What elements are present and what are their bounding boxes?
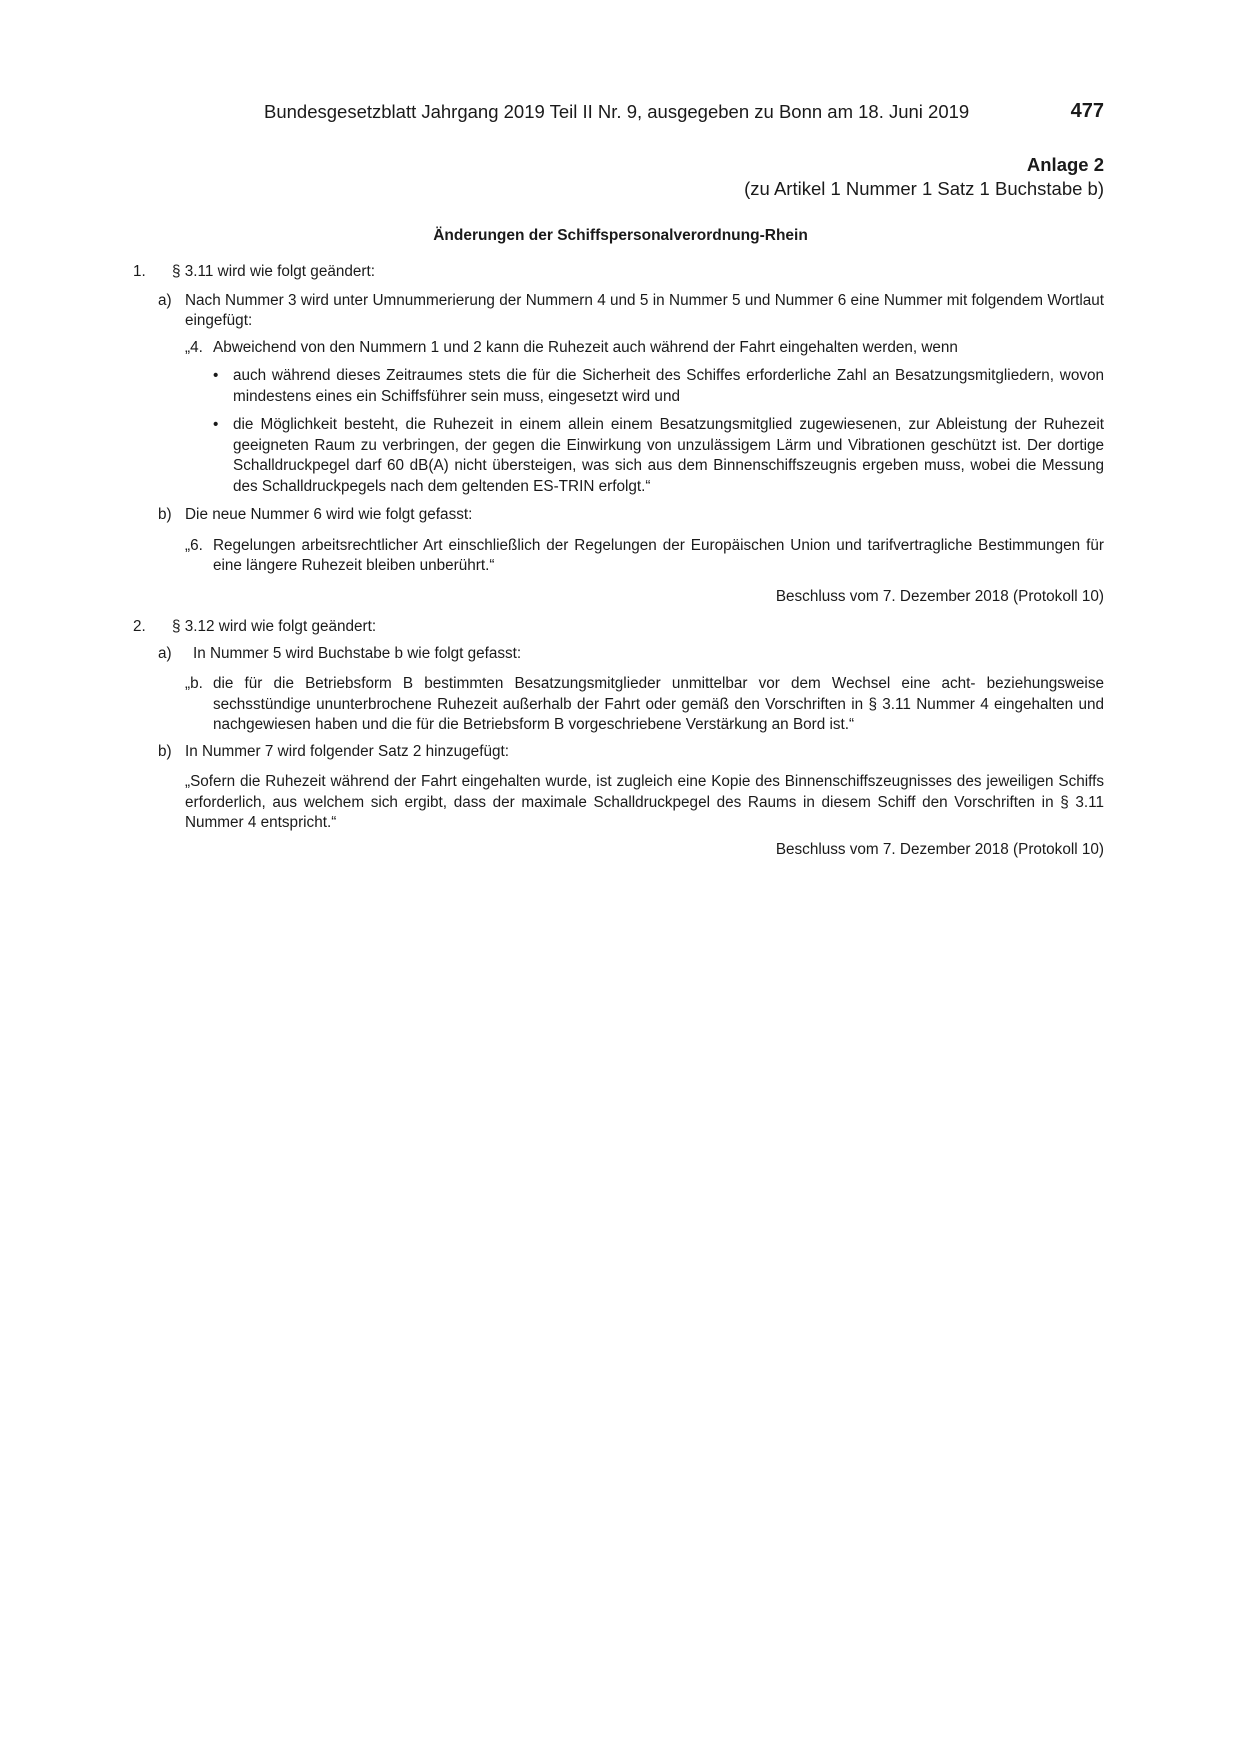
bullet-item — [133, 366, 1104, 407]
subitem-2b — [133, 742, 1104, 763]
page-header — [264, 99, 1104, 125]
quote-label: „4. — [185, 338, 203, 356]
page-number: 477 — [1070, 100, 1104, 122]
subitem-text: Nach Nummer 3 wird unter Umnummerierung der Nummern 4 und 5 in Nummer 5 und Nummer 6 eine Nummer mit folgendem Wortlaut eingefügt: — [185, 291, 1104, 329]
subitem-1b — [133, 505, 1104, 526]
quoted-sentence — [133, 772, 1104, 834]
item-text: § 3.12 wird wie folgt geändert: — [172, 618, 377, 635]
annex-title: Anlage 2 — [1026, 154, 1104, 175]
subitem-label: b) — [158, 742, 172, 760]
subitem-2a — [133, 644, 1104, 665]
item-text: § 3.11 wird wie folgt geändert: — [172, 263, 375, 280]
subitem-label: b) — [158, 506, 172, 523]
quoted-paragraph-6 — [133, 536, 1104, 577]
quote-text: Regelungen arbeitsrechtlicher Art einschließlich der Regelungen der Europäischen Union und tarifvertragliche Bestimmungen für eine längere Ruhezeit bleiben unberührt.“ — [213, 536, 1104, 574]
subitem-label: a) — [158, 291, 172, 309]
quote-label: „b. — [185, 675, 203, 692]
bullet-item — [133, 415, 1104, 497]
bullet-icon: • — [213, 367, 219, 384]
subitem-text: In Nummer 7 wird folgender Satz 2 hinzugefügt: — [185, 742, 509, 760]
quote-text: „Sofern die Ruhezeit während der Fahrt eingehalten wurde, ist zugleich eine Kopie des Binnenschiffszeugnisses des jeweiligen Schiffs erforderlich, aus welchem sich ergibt, dass der maximale Schalldruckpegel des Raums in diesem Schiff den Vorschriften in § 3.11 Nummer 4 entspricht.“ — [185, 773, 1104, 831]
bullet-text: die Möglichkeit besteht, die Ruhezeit in einem allein einem Besatzungsmitglied zugewiesenen, zur Ableistung der Ruhezeit geeigneten Raum zu verbringen, der gegen die Einwirkung von unzulässigem Lärm und Vibrationen geschützt ist. Der dortige Schalldruckpegel darf 60 dB(A) nicht übersteigen, was sich aus dem Binnenschiffszeugnis ergeben muss, wobei die Messung des Schalldruckpegels nach dem geltenden ES-TRIN erfolgt.“ — [233, 416, 1104, 495]
subitem-label: a) — [158, 644, 172, 662]
item-number: 1. — [133, 263, 146, 280]
subitem-text: Die neue Nummer 6 wird wie folgt gefasst: — [185, 506, 473, 523]
quoted-paragraph-4 — [133, 338, 1104, 359]
subitem-1a — [133, 291, 1104, 332]
document-body — [133, 262, 1104, 860]
item-1 — [133, 262, 1104, 283]
annex-block — [744, 153, 1104, 201]
resolution-signature: Beschluss vom 7. Dezember 2018 (Protokoll 10) — [775, 587, 1104, 605]
quoted-paragraph-b — [133, 674, 1104, 736]
gazette-title: Bundesgesetzblatt Jahrgang 2019 Teil II Nr. 9, ausgegeben zu Bonn am 18. Juni 2019 — [264, 101, 970, 122]
bullet-text: auch während dieses Zeitraumes stets die für die Sicherheit des Schiffes erforderliche Zahl an Besatzungsmitgliedern, wovon mindestens eines ein Schiffsführer sein muss, eingesetzt wird und — [233, 367, 1104, 405]
annex-reference: (zu Artikel 1 Nummer 1 Satz 1 Buchstabe b) — [744, 178, 1104, 199]
quote-text: die für die Betriebsform B bestimmten Besatzungsmitglieder unmittelbar vor dem Wechsel eine acht- beziehungsweise sechsstündige ununterbrochene Ruhezeit außerhalb der Fahrt oder gemäß den Vorschriften in § 3.11 Nummer 4 eingehalten und nachgewiesen haben und die für die Betriebsform B vorgeschriebene Verstärkung an Bord ist.“ — [213, 675, 1104, 733]
resolution-signature: Beschluss vom 7. Dezember 2018 (Protokoll 10) — [775, 840, 1104, 858]
item-number: 2. — [133, 618, 146, 635]
quote-label: „6. — [185, 536, 203, 554]
item-2 — [133, 617, 1104, 638]
quote-text: Abweichend von den Nummern 1 und 2 kann die Ruhezeit auch während der Fahrt eingehalten werden, wenn — [213, 338, 958, 356]
document-heading: Änderungen der Schiffspersonalverordnung-Rhein — [433, 227, 808, 244]
subitem-text: In Nummer 5 wird Buchstabe b wie folgt gefasst: — [193, 644, 522, 662]
bullet-icon: • — [213, 416, 219, 433]
